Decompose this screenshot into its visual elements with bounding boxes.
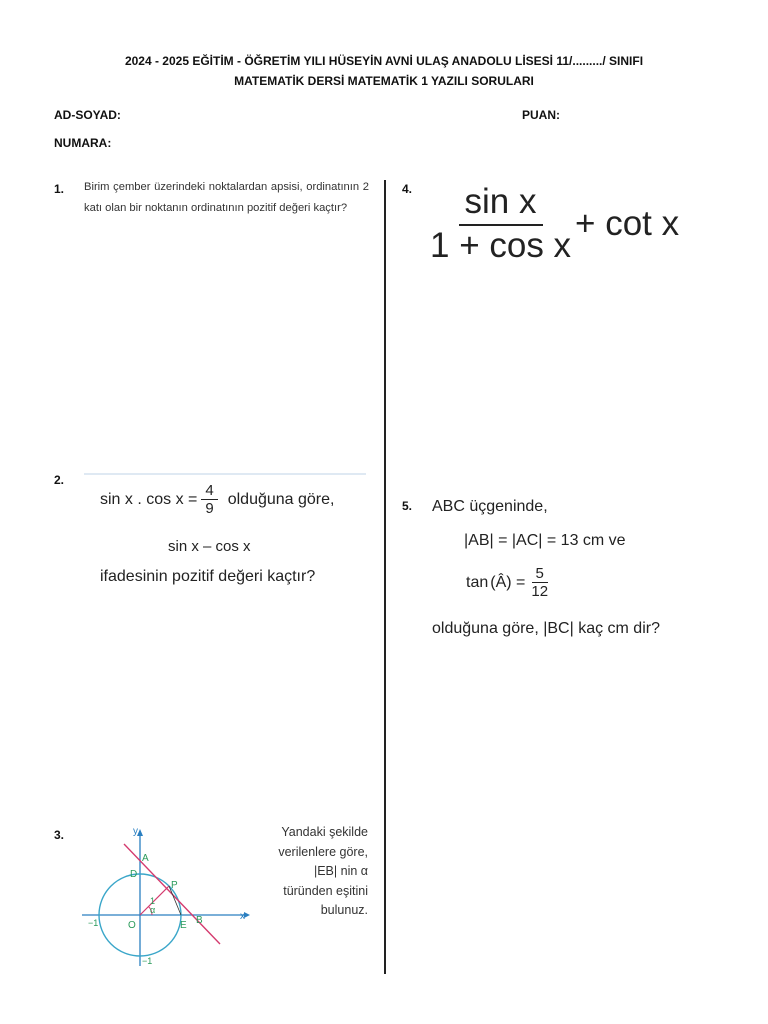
label-a: A [142,853,149,864]
question-5-line-1: ABC üçgeninde, [432,498,548,515]
question-3-figure [80,822,260,972]
label-x: x [240,911,245,922]
label-neg-one-x: −1 [88,918,99,928]
question-5-frac-den: 12 [531,583,549,600]
question-5-line-3 [466,565,548,600]
question-4-number: 4. [402,182,413,196]
label-e: E [180,920,187,931]
column-divider [384,180,386,974]
question-5-line-2: |AB| = |AC| = 13 cm ve [464,532,626,549]
header-line-2: MATEMATİK DERSİ MATEMATİK 1 YAZILI SORULARI [234,74,534,88]
question-4-tail: + cot x [575,204,680,243]
question-2-condition: olduğuna göre, [227,490,335,508]
question-4-denominator: 1 + cos x [430,226,572,265]
label-d: D [130,869,138,880]
question-2-frac-num: 4 [201,482,217,500]
name-label: AD-SOYAD: [54,108,121,122]
header-line-1: 2024 - 2025 EĞİTİM - ÖĞRETİM YILI HÜSEYİN AVNİ ULAŞ ANADOLU LİSESİ 11/........./ SINIFI [124,54,644,68]
question-5-fraction [531,565,548,600]
question-4-numerator: sin x [459,182,543,226]
question-3-number: 3. [54,828,65,842]
label-p: P [171,880,178,891]
label-alpha: α [150,905,156,915]
question-2-fraction [201,482,217,517]
question-2-top-rule [84,473,366,475]
question-5-tan-prefix: tan [466,573,489,591]
question-2-question: ifadesinin pozitif değeri kaçtır? [100,568,316,585]
label-y: y [133,826,138,837]
question-2-condition-line [100,482,334,517]
question-1-text: Birim çember üzerindeki noktalardan apsisi, ordinatının 2 katı olan bir noktanın ordinatının pozitif değeri kaçtır? [84,181,369,214]
question-5-tan-arg: (Â) = [490,573,526,591]
question-5-number: 5. [402,499,413,513]
question-3-text: Yandaki şekilde verilenlere göre, |EB| nin α türünden eşitini bulunuz. [278,825,368,917]
question-2-expr-left: sin x . cos x = [100,490,198,508]
question-2-number: 2. [54,473,65,487]
question-2-expression: sin x – cos x [168,538,251,555]
question-5-frac-num: 5 [532,565,548,583]
label-neg-one-y: −1 [142,956,153,966]
score-label: PUAN: [522,108,560,122]
number-label: NUMARA: [54,136,112,150]
label-o: O [128,920,136,931]
label-b: B [196,915,203,926]
question-4-expression [430,182,679,266]
question-5-line-4: olduğuna göre, |BC| kaç cm dir? [432,620,660,637]
question-1-number: 1. [54,182,65,196]
question-2-frac-den: 9 [205,500,214,517]
label-one: 1 [150,896,156,906]
question-4-fraction [430,182,571,266]
